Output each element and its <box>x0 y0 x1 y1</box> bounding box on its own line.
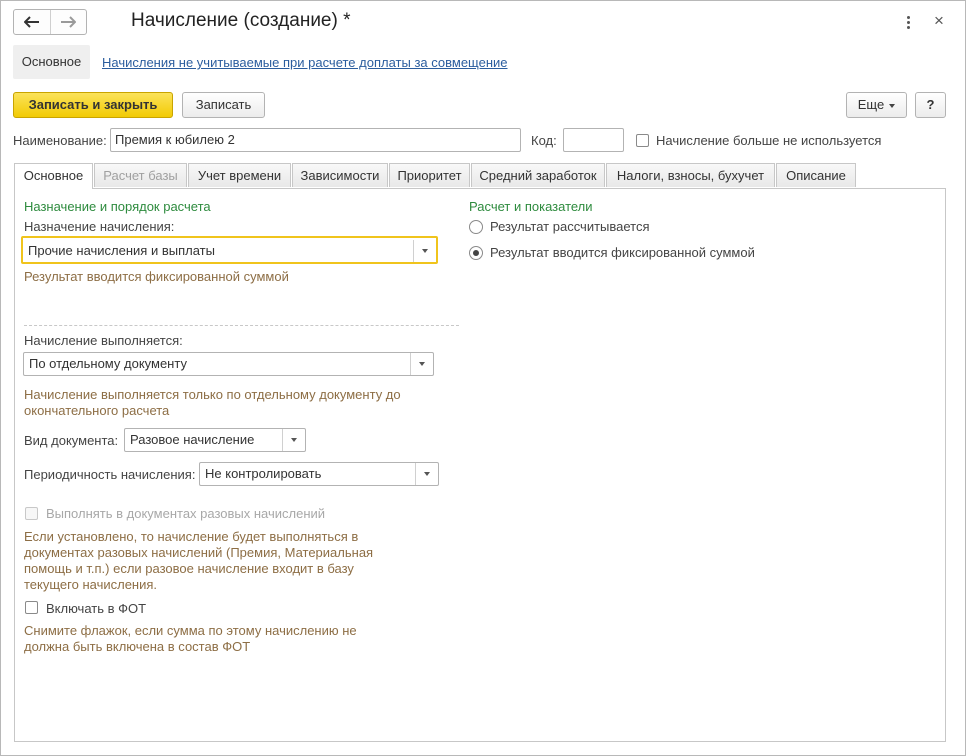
tab-main[interactable]: Основное <box>14 163 93 189</box>
save-button[interactable]: Записать <box>182 92 265 118</box>
radio-selected-dot <box>473 250 479 256</box>
purpose-label: Назначение начисления: <box>24 219 175 234</box>
tab-taxes[interactable]: Налоги, взносы, бухучет <box>606 163 775 187</box>
performed-label: Начисление выполняется: <box>24 333 183 348</box>
tab-time-accounting[interactable]: Учет времени <box>188 163 291 187</box>
history-nav <box>13 9 87 35</box>
radio-calculated-label: Результат рассчитывается <box>490 219 650 234</box>
performed-value: По отдельному документу <box>29 356 187 371</box>
performed-hint-line1: Начисление выполняется только по отдельному документу до <box>24 387 401 402</box>
purpose-hint: Результат вводится фиксированной суммой <box>24 269 289 284</box>
fot-hint-line2: должна быть включена в состав ФОТ <box>24 639 251 654</box>
fot-hint-line1: Снимите флажок, если сумма по этому начислению не <box>24 623 357 638</box>
name-input[interactable]: Премия к юбилею 2 <box>110 128 521 152</box>
tab-priority[interactable]: Приоритет <box>389 163 470 187</box>
periodicity-select[interactable] <box>199 462 439 486</box>
oneoff-hint-line3: помощь и т.п.) если разовое начисление входит в базу <box>24 561 354 576</box>
chevron-down-icon[interactable] <box>415 463 438 485</box>
tab-dependencies[interactable]: Зависимости <box>292 163 388 187</box>
not-used-label: Начисление больше не используется <box>656 133 882 148</box>
radio-fixed-label: Результат вводится фиксированной суммой <box>490 245 755 260</box>
doc-type-value: Разовое начисление <box>130 432 255 447</box>
arrow-left-icon <box>24 16 40 28</box>
purpose-value: Прочие начисления и выплаты <box>28 243 215 258</box>
forward-button[interactable] <box>50 10 87 34</box>
fot-label: Включать в ФОТ <box>46 601 147 616</box>
code-label: Код: <box>531 133 557 148</box>
oneoff-hint-line1: Если установлено, то начисление будет выполняться в <box>24 529 359 544</box>
oneoff-checkbox[interactable] <box>25 507 38 520</box>
periodicity-value: Не контролировать <box>205 466 322 481</box>
save-and-close-button[interactable]: Записать и закрыть <box>13 92 173 118</box>
oneoff-hint-line4: текущего начисления. <box>24 577 158 592</box>
oneoff-hint-line2: документах разовых начислений (Премия, Материальная <box>24 545 374 560</box>
tab-average-earnings[interactable]: Средний заработок <box>471 163 605 187</box>
purpose-select[interactable] <box>21 236 438 264</box>
oneoff-label: Выполнять в документах разовых начислений <box>46 506 326 521</box>
code-input[interactable] <box>563 128 624 152</box>
back-button[interactable] <box>14 10 50 34</box>
window-title: Начисление (создание) * <box>131 10 351 31</box>
performed-select[interactable] <box>23 352 434 376</box>
doc-type-label: Вид документа: <box>24 433 119 448</box>
radio-fixed[interactable] <box>469 246 483 260</box>
more-label: Еще <box>857 97 885 112</box>
more-button[interactable] <box>846 92 907 118</box>
tab-base-calc[interactable]: Расчет базы <box>94 163 187 187</box>
periodicity-label: Периодичность начисления: <box>24 467 196 482</box>
doc-type-select[interactable] <box>124 428 306 452</box>
name-label: Наименование: <box>13 133 107 148</box>
more-menu-icon[interactable] <box>900 13 916 31</box>
not-used-checkbox[interactable] <box>636 134 649 147</box>
radio-calculated[interactable] <box>469 220 483 234</box>
calc-section-title: Расчет и показатели <box>469 199 593 214</box>
fot-checkbox[interactable] <box>25 601 38 614</box>
performed-hint-line2: окончательного расчета <box>24 403 170 418</box>
close-icon[interactable]: × <box>934 11 944 30</box>
tab-description[interactable]: Описание <box>776 163 856 187</box>
section-main[interactable]: Основное <box>13 45 90 79</box>
chevron-down-icon <box>889 104 895 108</box>
help-button[interactable]: ? <box>915 92 946 118</box>
arrow-right-icon <box>60 16 76 28</box>
chevron-down-icon[interactable] <box>282 429 305 451</box>
divider <box>24 325 459 326</box>
tab-bar <box>14 163 860 188</box>
chevron-down-icon[interactable] <box>413 240 436 262</box>
chevron-down-icon[interactable] <box>410 353 433 375</box>
purpose-section-title: Назначение и порядок расчета <box>24 199 211 214</box>
section-link-not-counted[interactable]: Начисления не учитываемые при расчете доплаты за совмещение <box>102 55 508 70</box>
